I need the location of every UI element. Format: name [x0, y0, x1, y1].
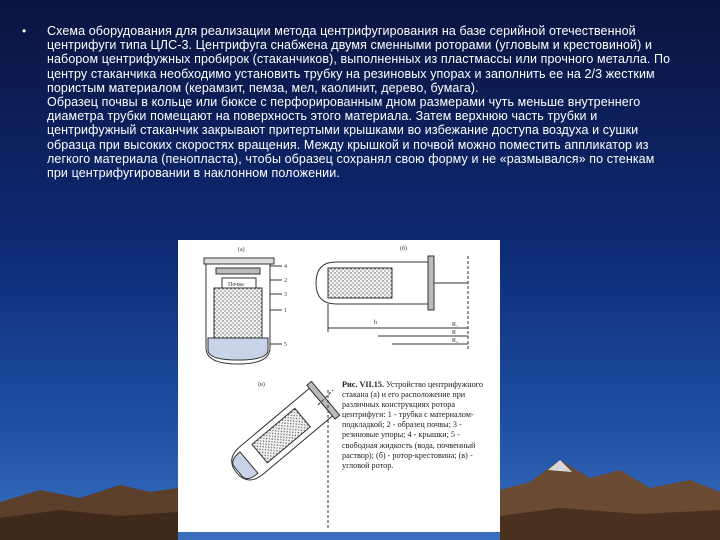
- caption-text: Устройство центрифужного стакана (а) и его расположение при различных конструкциях ротора центрифуги: 1 - трубка с материалом-подкладкой; 2 - образец почвы; 3 - резиновые упоры; 4 - крышки; 5 - свободная жидкость (вода, почвенный раствор); (б) - ротор-крестовина; (в) - угловой ротор.: [342, 380, 483, 470]
- radius-r1: R₁: [452, 322, 459, 328]
- part-label-4: 4: [284, 264, 287, 270]
- label-b: (б): [400, 246, 408, 252]
- cup-a: [204, 258, 282, 364]
- label-c: (в): [258, 382, 265, 388]
- part-label-5: 5: [284, 342, 287, 348]
- height-h: h: [374, 320, 377, 326]
- cup-c: [223, 381, 340, 530]
- cup-b: [316, 256, 468, 350]
- label-a: (а): [238, 247, 245, 253]
- part-label-2: 2: [284, 278, 287, 284]
- paragraph-2: Образец почвы в кольце или бюксе с перфорированным дном размерами чуть меньше внутреннего диаметра трубки помещают на поверхность этого материала. Затем верхнюю часть трубки и центрифужный стаканчик закрывают притертыми крышками во избежание доступа воздуха и сушки образца при высоких скоростях вращения. Между крышкой и почвой можно поместить аппликатор из легкого материала (пенопласта), чтобы образец сохранял свою форму и не «размывался» по стенкам при центрифугировании в наклонном положении.: [47, 95, 655, 181]
- paragraph-1: Схема оборудования для реализации метода центрифугирования на базе серийной отечественной центрифуги типа ЦЛС-3. Центрифуга снабжена двумя сменными роторами (угловым и крестовиной) и набором центрифужных пробирок (стаканчиков), выполненных из пластмассы или прочного металла. По центру стаканчика необходимо установить трубку на резиновых упорах и заполнить ее на 2/3 жестким пористым материалом (керамзит, пемза, мел, каолинит, дерево, бумага).: [47, 24, 671, 95]
- centrifuge-figure: [178, 240, 500, 532]
- slide-text: [47, 24, 677, 180]
- figure-caption: [342, 380, 496, 471]
- caption-title: Рис. VII.15.: [342, 380, 385, 389]
- radius-r2: R₂: [452, 338, 459, 344]
- bullet-marker: •: [22, 24, 27, 38]
- part-label-1: 1: [284, 308, 287, 314]
- radius-r: R: [452, 330, 457, 336]
- sample-label: Почва: [228, 282, 244, 288]
- part-label-3: 3: [284, 292, 287, 298]
